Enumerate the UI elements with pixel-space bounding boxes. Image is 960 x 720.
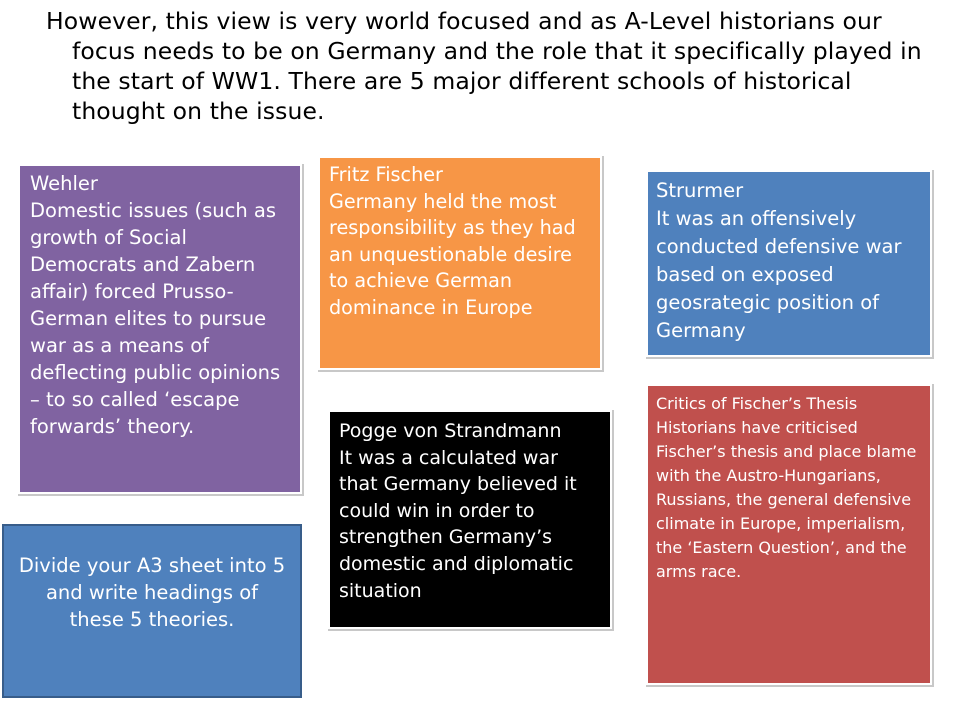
instruction-text: Divide your A3 sheet into 5 and write headings of these 5 theories. (18, 554, 286, 631)
strurmer-title: Strurmer (656, 179, 744, 202)
wehler-body: Domestic issues (such as growth of Social Democrats and Zabern affair) forced Prusso-German elites to pursue war as a means of deflecting public opinions – to so called ‘escape forwards’ theory. (30, 199, 281, 438)
strurmer-box (648, 172, 930, 355)
critics-title: Critics of Fischer’s Thesis (656, 394, 858, 413)
fischer-body: Germany held the most responsibility as they had an unquestionable desire to achieve German dominance in Europe (329, 189, 576, 319)
critics-box (648, 386, 930, 683)
pogge-body: It was a calculated war that Germany believed it could win in order to strengthen Germany’s domestic and diplomatic situation (339, 446, 577, 602)
fischer-box (320, 158, 600, 368)
wehler-title: Wehler (30, 172, 98, 195)
fischer-title: Fritz Fischer (329, 163, 443, 186)
instruction-box (4, 526, 300, 696)
pogge-box (330, 412, 610, 627)
strurmer-body: It was an offensively conducted defensive war based on exposed geosrategic position of Germany (656, 207, 902, 342)
wehler-box (20, 166, 300, 492)
pogge-title: Pogge von Strandmann (339, 420, 562, 442)
intro-paragraph: However, this view is very world focused and as A-Level historians our focus needs to be on Germany and the role that it specifically played in the start of WW1. There are 5 major different schools of historical thought on the issue. (46, 7, 922, 125)
critics-body: Historians have criticised Fischer’s thesis and place blame with the Austro-Hungarians, Russians, the general defensive climate in Europe, imperialism, the ‘Eastern Question’, and the arms race. (656, 418, 917, 581)
